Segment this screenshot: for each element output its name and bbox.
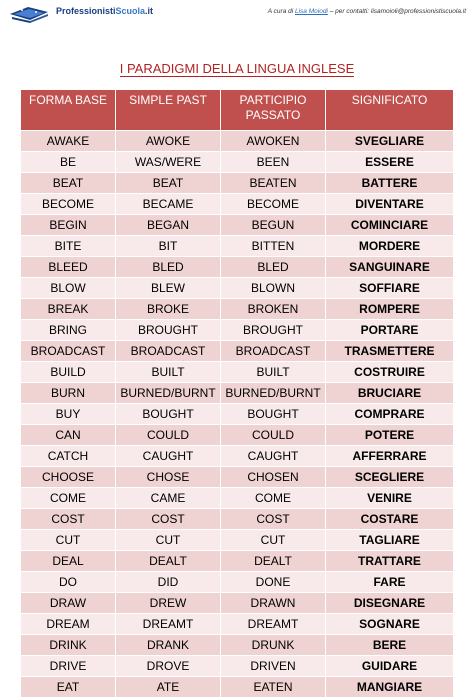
- table-row: [21, 278, 454, 299]
- table-row: [21, 257, 454, 278]
- cell-past-participle: COME: [221, 488, 326, 509]
- cell-simple-past: BROKE: [116, 299, 221, 320]
- brand-part-3: .it: [145, 6, 154, 16]
- cell-simple-past: DEALT: [116, 551, 221, 572]
- cell-base-form: BEGIN: [21, 215, 116, 236]
- cell-base-form: BROADCAST: [21, 341, 116, 362]
- cell-meaning: DIVENTARE: [326, 194, 454, 215]
- cell-meaning: GUIDARE: [326, 656, 454, 677]
- cell-base-form: BE: [21, 152, 116, 173]
- cell-base-form: BLEED: [21, 257, 116, 278]
- cell-meaning: ROMPERE: [326, 299, 454, 320]
- table-row: [21, 530, 454, 551]
- brand-part-1: Professionisti: [56, 6, 116, 16]
- verbs-table: [20, 89, 454, 698]
- cell-meaning: COSTARE: [326, 509, 454, 530]
- cell-meaning: DISEGNARE: [326, 593, 454, 614]
- cell-past-participle: BROKEN: [221, 299, 326, 320]
- cell-meaning: SCEGLIERE: [326, 467, 454, 488]
- cell-simple-past: BIT: [116, 236, 221, 257]
- cell-past-participle: COULD: [221, 425, 326, 446]
- cell-base-form: DRINK: [21, 635, 116, 656]
- cell-meaning: AFFERRARE: [326, 446, 454, 467]
- table-row: [21, 152, 454, 173]
- cell-meaning: POTERE: [326, 425, 454, 446]
- cell-simple-past: BOUGHT: [116, 404, 221, 425]
- cell-meaning: FARE: [326, 572, 454, 593]
- table-row: [21, 425, 454, 446]
- cell-simple-past: BROUGHT: [116, 320, 221, 341]
- cell-simple-past: DROVE: [116, 656, 221, 677]
- cell-simple-past: BUILT: [116, 362, 221, 383]
- table-row: [21, 131, 454, 152]
- cell-simple-past: CAUGHT: [116, 446, 221, 467]
- cell-meaning: TRASMETTERE: [326, 341, 454, 362]
- cell-base-form: CHOOSE: [21, 467, 116, 488]
- table-row: [21, 656, 454, 677]
- cell-simple-past: ATE: [116, 677, 221, 698]
- column-header-meaning: SIGNIFICATO: [326, 90, 454, 131]
- cell-base-form: DO: [21, 572, 116, 593]
- cell-simple-past: CUT: [116, 530, 221, 551]
- cell-meaning: PORTARE: [326, 320, 454, 341]
- cell-base-form: CATCH: [21, 446, 116, 467]
- cell-base-form: COME: [21, 488, 116, 509]
- brand-part-2: Scuola: [115, 6, 146, 16]
- table-row: [21, 299, 454, 320]
- table-row: [21, 551, 454, 572]
- cell-simple-past: BROADCAST: [116, 341, 221, 362]
- cell-simple-past: BEGAN: [116, 215, 221, 236]
- table-row: [21, 635, 454, 656]
- table-row: [21, 614, 454, 635]
- cell-meaning: SOFFIARE: [326, 278, 454, 299]
- table-row: [21, 215, 454, 236]
- table-row: [21, 383, 454, 404]
- cell-simple-past: DREW: [116, 593, 221, 614]
- cell-base-form: EAT: [21, 677, 116, 698]
- credit-prefix: A cura di: [267, 8, 294, 15]
- cell-base-form: DRIVE: [21, 656, 116, 677]
- table-row: [21, 467, 454, 488]
- cell-past-participle: AWOKEN: [221, 131, 326, 152]
- cell-past-participle: BLED: [221, 257, 326, 278]
- cell-past-participle: CAUGHT: [221, 446, 326, 467]
- cell-past-participle: DREAMT: [221, 614, 326, 635]
- cell-meaning: TRATTARE: [326, 551, 454, 572]
- cell-base-form: BEAT: [21, 173, 116, 194]
- cell-simple-past: CHOSE: [116, 467, 221, 488]
- cell-meaning: BATTERE: [326, 173, 454, 194]
- cell-simple-past: CAME: [116, 488, 221, 509]
- cell-past-participle: BURNED/BURNT: [221, 383, 326, 404]
- table-row: [21, 488, 454, 509]
- cell-base-form: BURN: [21, 383, 116, 404]
- page-header: [0, 0, 474, 40]
- cell-base-form: DEAL: [21, 551, 116, 572]
- page-title: I PARADIGMI DELLA LINGUA INGLESE: [119, 61, 355, 76]
- cell-simple-past: AWOKE: [116, 131, 221, 152]
- cell-past-participle: BITTEN: [221, 236, 326, 257]
- cell-meaning: COSTRUIRE: [326, 362, 454, 383]
- cell-meaning: SANGUINARE: [326, 257, 454, 278]
- cell-base-form: BUY: [21, 404, 116, 425]
- cell-simple-past: BEAT: [116, 173, 221, 194]
- cell-past-participle: DONE: [221, 572, 326, 593]
- cell-simple-past: DREAMT: [116, 614, 221, 635]
- cell-past-participle: DRIVEN: [221, 656, 326, 677]
- cell-past-participle: DRUNK: [221, 635, 326, 656]
- cell-meaning: VENIRE: [326, 488, 454, 509]
- cell-base-form: AWAKE: [21, 131, 116, 152]
- table-body: [21, 131, 454, 698]
- table-row: [21, 194, 454, 215]
- table-header-row: [21, 90, 454, 131]
- cell-meaning: TAGLIARE: [326, 530, 454, 551]
- cell-base-form: BRING: [21, 320, 116, 341]
- cell-simple-past: BLEW: [116, 278, 221, 299]
- cell-past-participle: CUT: [221, 530, 326, 551]
- cell-meaning: BERE: [326, 635, 454, 656]
- credit-author-link[interactable]: Lisa Moiodi: [295, 8, 328, 15]
- cell-base-form: DRAW: [21, 593, 116, 614]
- cell-past-participle: BROADCAST: [221, 341, 326, 362]
- cell-base-form: COST: [21, 509, 116, 530]
- cell-simple-past: COULD: [116, 425, 221, 446]
- table-row: [21, 362, 454, 383]
- cell-meaning: BRUCIARE: [326, 383, 454, 404]
- cell-past-participle: BUILT: [221, 362, 326, 383]
- cell-past-participle: DEALT: [221, 551, 326, 572]
- cell-meaning: MORDERE: [326, 236, 454, 257]
- table-row: [21, 509, 454, 530]
- cell-simple-past: BECAME: [116, 194, 221, 215]
- table-row: [21, 593, 454, 614]
- cell-meaning: SVEGLIARE: [326, 131, 454, 152]
- cell-past-participle: EATEN: [221, 677, 326, 698]
- cell-past-participle: CHOSEN: [221, 467, 326, 488]
- cell-base-form: BITE: [21, 236, 116, 257]
- cell-base-form: CUT: [21, 530, 116, 551]
- cell-simple-past: DID: [116, 572, 221, 593]
- cell-meaning: COMINCIARE: [326, 215, 454, 236]
- cell-base-form: BECOME: [21, 194, 116, 215]
- cell-simple-past: BURNED/BURNT: [116, 383, 221, 404]
- cell-past-participle: COST: [221, 509, 326, 530]
- brand-name: [56, 6, 153, 16]
- table-row: [21, 236, 454, 257]
- table-row: [21, 173, 454, 194]
- cell-base-form: BUILD: [21, 362, 116, 383]
- cell-meaning: MANGIARE: [326, 677, 454, 698]
- table-row: [21, 320, 454, 341]
- cell-past-participle: BOUGHT: [221, 404, 326, 425]
- table-row: [21, 446, 454, 467]
- credit-contact: – per contatti: lisamoioli@professionistiscuola.it: [329, 8, 466, 15]
- table-row: [21, 677, 454, 698]
- cell-meaning: ESSERE: [326, 152, 454, 173]
- cell-meaning: SOGNARE: [326, 614, 454, 635]
- cell-past-participle: DRAWN: [221, 593, 326, 614]
- cell-simple-past: WAS/WERE: [116, 152, 221, 173]
- books-stack-icon: [8, 4, 52, 24]
- table-row: [21, 572, 454, 593]
- cell-past-participle: BEEN: [221, 152, 326, 173]
- cell-simple-past: COST: [116, 509, 221, 530]
- cell-past-participle: BROUGHT: [221, 320, 326, 341]
- column-header-base-form: FORMA BASE: [21, 90, 116, 131]
- cell-past-participle: BECOME: [221, 194, 326, 215]
- cell-base-form: DREAM: [21, 614, 116, 635]
- cell-simple-past: BLED: [116, 257, 221, 278]
- cell-simple-past: DRANK: [116, 635, 221, 656]
- cell-base-form: CAN: [21, 425, 116, 446]
- credits-line: [268, 8, 466, 15]
- cell-past-participle: BEATEN: [221, 173, 326, 194]
- column-header-simple-past: SIMPLE PAST: [116, 90, 221, 131]
- cell-past-participle: BLOWN: [221, 278, 326, 299]
- cell-past-participle: BEGUN: [221, 215, 326, 236]
- column-header-past-participle: PARTICIPIO PASSATO: [221, 90, 326, 131]
- table-row: [21, 341, 454, 362]
- cell-meaning: COMPRARE: [326, 404, 454, 425]
- cell-base-form: BREAK: [21, 299, 116, 320]
- table-row: [21, 404, 454, 425]
- cell-base-form: BLOW: [21, 278, 116, 299]
